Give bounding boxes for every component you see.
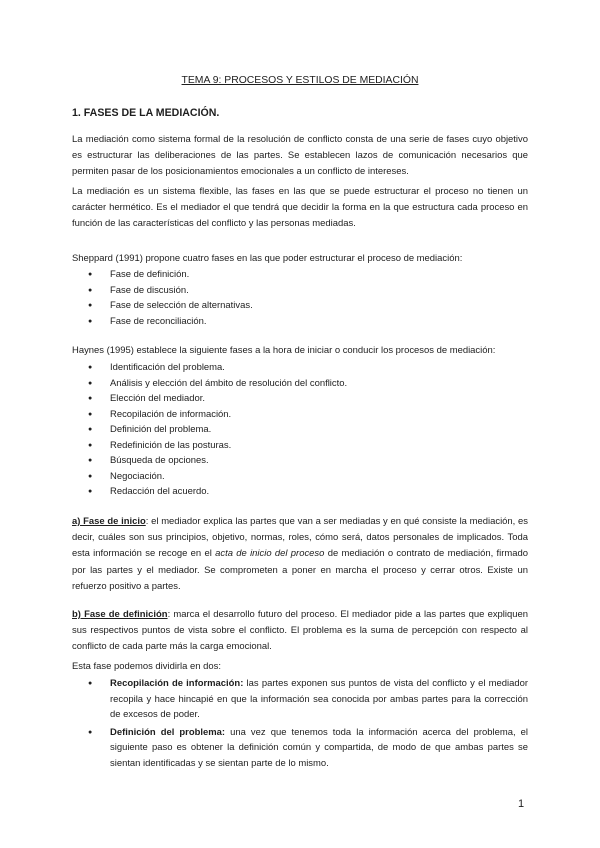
sheppard-phase-list: [72, 267, 528, 329]
paragraph-fase-definicion: [72, 607, 528, 656]
list-item: ● Fase de reconciliación.: [72, 314, 528, 330]
list-item: ● Redefinición de las posturas.: [72, 438, 528, 454]
sub-item-text: una vez que tenemos toda la información acerca del problema, el siguiente paso es obtener la definición común y compartida, de modo de que ambas partes se sientan identificadas y se sientan parte de lo mismo.: [110, 726, 528, 769]
fase-inicio-label: a) Fase de inicio: [72, 516, 146, 527]
list-item: ● Definición del problema.: [72, 422, 528, 438]
list-item: ● Identificación del problema.: [72, 360, 528, 376]
list-item: ● Redacción del acuerdo.: [72, 484, 528, 500]
definicion-sub-list: [72, 676, 528, 771]
fase-inicio-text-end: de mediación o contrato de mediación, firmado por las partes y el mediador. Se comprometen a poner en marcha el proceso y cerrar otros. Existe un refuerzo positivo a partes.: [72, 548, 529, 592]
sub-item-label: Definición del problema:: [110, 726, 226, 738]
list-item: [72, 725, 528, 772]
sheppard-intro: Sheppard (1991) propone cuatro fases en las que poder estructurar el proceso de mediación:: [72, 253, 463, 264]
list-item: ● Búsqueda de opciones.: [72, 453, 528, 469]
paragraph-intro: La mediación como sistema formal de la resolución de conflicto consta de una serie de fases cuyo objetivo es estructurar las deliberaciones de las partes. Se establecen lazos de comunicación necesarios que permiten pasar de los posicionamientos emocionales a un conflicto de intereses.: [72, 134, 528, 178]
sub-item-label: Recopilación de información:: [110, 678, 244, 689]
list-item: ● Recopilación de información.: [72, 407, 528, 423]
haynes-intro: Haynes (1995) establece la siguiente fases a la hora de iniciar o conducir los procesos de mediación:: [72, 345, 496, 356]
paragraph-fase-inicio: [72, 514, 528, 595]
document-title: TEMA 9: PROCESOS Y ESTILOS DE MEDIACIÓN: [181, 75, 419, 86]
fase-definicion-text: : marca el desarrollo futuro del proceso. El mediador pide a las partes que expliquen sus respectivos puntos de vista sobre el conflicto. El problema es la suma de percepción con respecto al conflicto de cada parte más la carga emocional.: [72, 609, 528, 653]
acta-inicio-term: acta de inicio del proceso: [215, 548, 325, 560]
list-item: ● Fase de definición.: [72, 267, 528, 283]
fase-definicion-label: b) Fase de definición: [72, 609, 168, 620]
list-item: ● Elección del mediador.: [72, 391, 528, 407]
list-item: [72, 676, 528, 723]
subdivide-intro: Esta fase podemos dividirla en dos:: [72, 661, 221, 672]
list-item: ● Análisis y elección del ámbito de resolución del conflicto.: [72, 376, 528, 392]
page-number: 1: [518, 798, 525, 810]
fase-inicio-text: : el mediador explica las partes que van a ser mediadas y en qué consiste la mediación, es decir, cuáles son sus principios, objetivo, normas, roles, cómo será, datos personales de implicados. Toda esta información se recoge en el: [72, 516, 528, 560]
paragraph-flexible: La mediación es un sistema flexible, las fases en las que se puede estructurar el proceso no tienen un carácter hermético. Es el mediador el que tendrá que decidir la forma en la que estructura cada proceso en función de las características del conflicto y las personas mediadas.: [72, 186, 528, 230]
section-heading: 1. FASES DE LA MEDIACIÓN.: [72, 107, 220, 119]
haynes-phase-list: [72, 360, 528, 500]
list-item: ● Fase de selección de alternativas.: [72, 298, 528, 314]
list-item: ● Negociación.: [72, 469, 528, 485]
sub-item-text: las partes exponen sus puntos de vista del conflicto y el mediador recopila y hace hincapié en que la información sea conocida por ambas partes para la corrección de excesos de poder.: [110, 678, 528, 720]
list-item: ● Fase de discusión.: [72, 283, 528, 299]
